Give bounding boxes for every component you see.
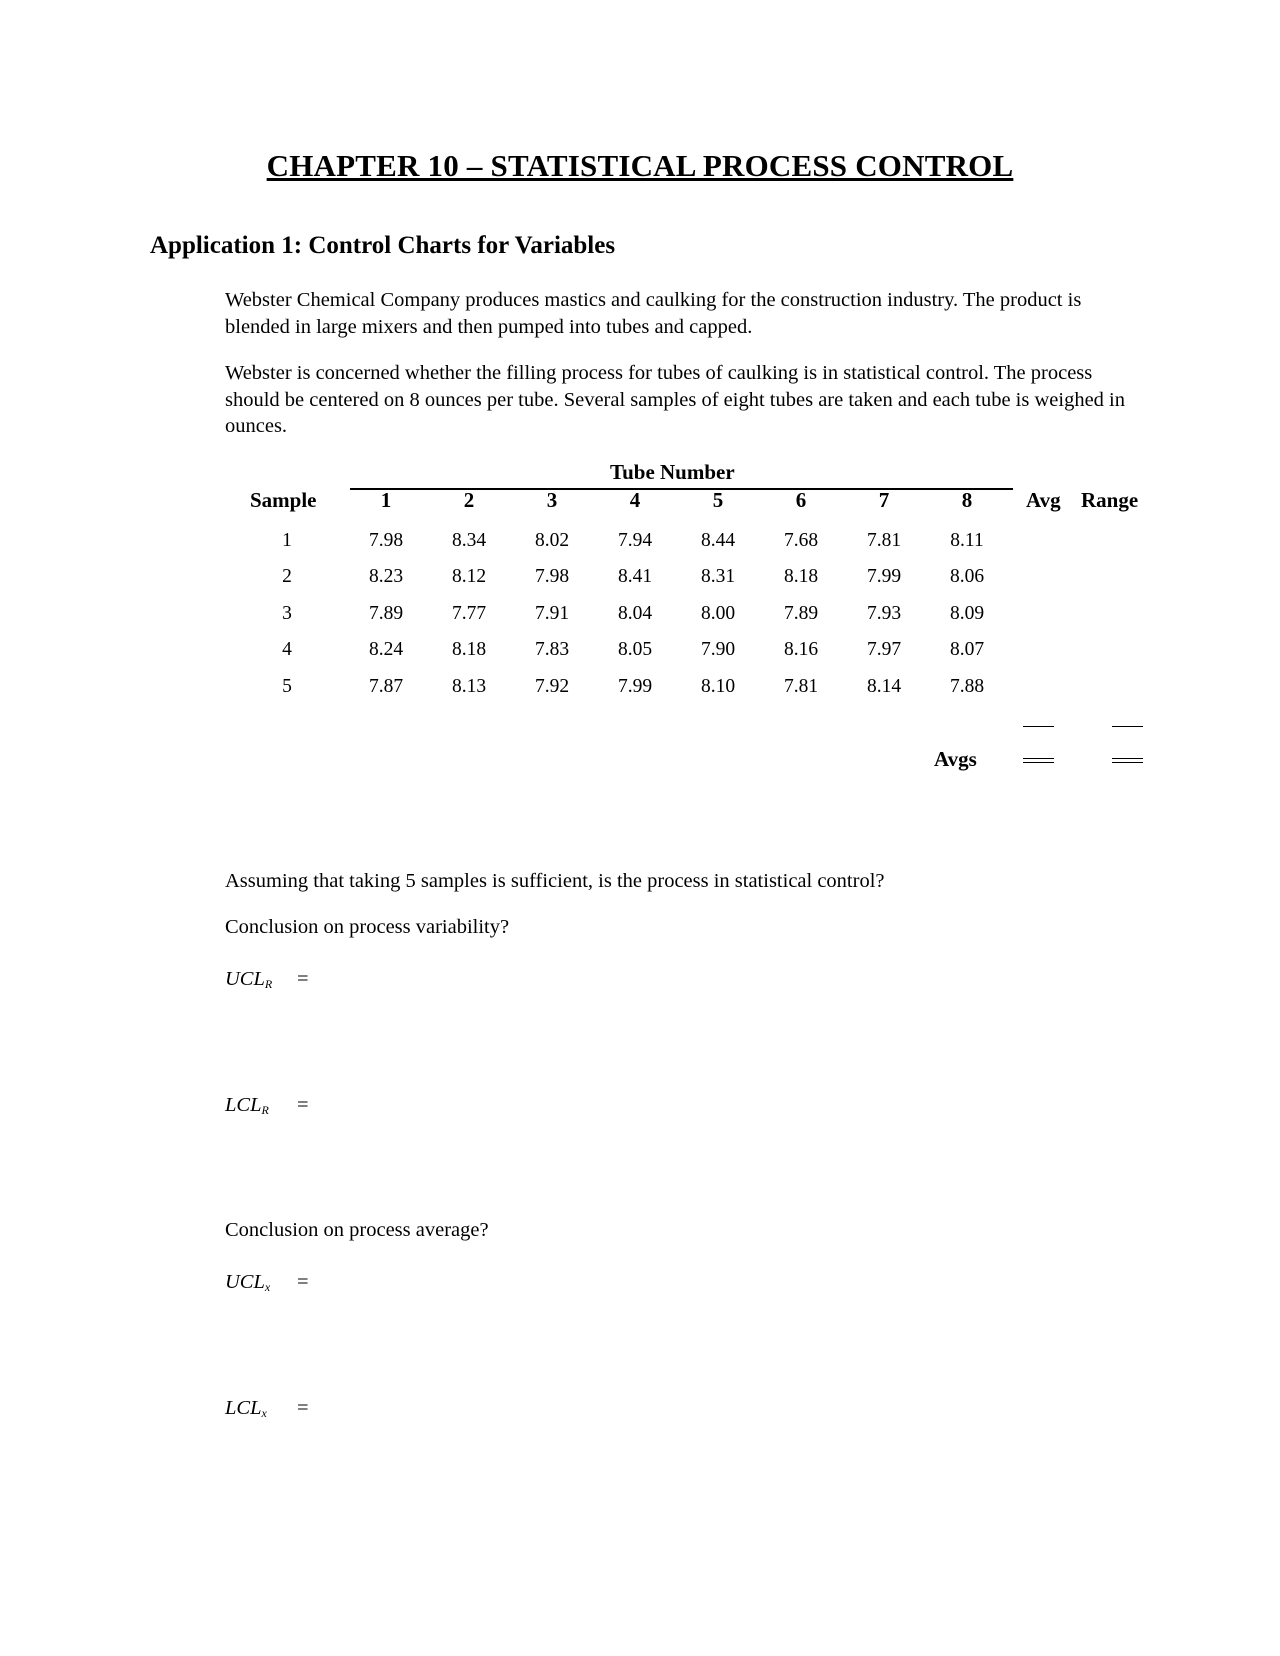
tube-header-3: 3 [546, 488, 558, 512]
weight-cell: 7.98 [368, 530, 404, 551]
weight-cell: 7.98 [534, 566, 570, 587]
tube-header-2: 2 [463, 488, 475, 512]
avg-column-header: Avg [1026, 488, 1061, 512]
sample-number-cell: 1 [282, 530, 292, 551]
tube-header-4: 4 [629, 488, 641, 512]
intro-paragraph: Webster Chemical Company produces mastics and caulking for the construction industry. The product is blended in large mixers and then pumped into tubes and capped. [225, 289, 1082, 338]
weight-cell: 8.07 [949, 639, 985, 660]
lcl-x-label: $LCL_x$ [225, 1397, 267, 1420]
weight-cell: 8.18 [783, 566, 819, 587]
weight-cell: 7.94 [617, 530, 653, 551]
weight-cell: 8.11 [950, 530, 984, 551]
sample-number-cell: 3 [282, 603, 292, 624]
weight-cell: 8.18 [451, 639, 487, 660]
tube-header-6: 6 [795, 488, 807, 512]
weight-cell: 8.13 [451, 676, 487, 697]
weight-cell: 7.88 [949, 676, 985, 697]
weight-cell: 7.92 [534, 676, 570, 697]
weight-cell: 8.09 [949, 603, 985, 624]
weight-cell: 7.89 [783, 603, 819, 624]
lcl-r-label: $LCL_R$ [225, 1094, 269, 1117]
range-column-header: Range [1081, 488, 1139, 512]
ucl-r-label: $UCL_R$ [225, 968, 273, 991]
weight-cell: 8.14 [866, 676, 902, 697]
weight-cell: 8.16 [783, 639, 819, 660]
concern-paragraph: Webster is concerned whether the filling process for tubes of caulking is in statistical control. The process should be centered on 8 ounces per tube. Several samples of eight tubes are taken and each tube is weighed in ounces. [225, 362, 1125, 437]
weight-cell: 8.05 [617, 639, 653, 660]
weight-cell: 7.99 [617, 676, 653, 697]
weight-cell: 7.91 [534, 603, 570, 624]
sample-number-cell: 2 [282, 566, 292, 587]
sample-number-cell: 4 [282, 639, 292, 660]
tube-header-1: 1 [380, 488, 392, 512]
avgs-label: Avgs [934, 747, 977, 771]
weight-cell: 7.68 [783, 530, 819, 551]
weight-cell: 8.04 [617, 603, 653, 624]
weight-cell: 8.12 [451, 566, 487, 587]
sample-column-header: Sample [250, 488, 317, 512]
grand-avg-double-bar-mark [1023, 758, 1054, 763]
weight-cell: 7.97 [866, 639, 902, 660]
ucl-x-equals: = [297, 1271, 309, 1293]
lcl-r-equals: = [297, 1094, 309, 1116]
average-question: Conclusion on process average? [225, 1219, 489, 1241]
weight-cell: 8.00 [700, 603, 736, 624]
weight-cell: 7.89 [368, 603, 404, 624]
weight-cell: 8.41 [617, 566, 653, 587]
ucl-x-label: $UCL_x$ [225, 1271, 271, 1294]
chapter-title: CHAPTER 10 – STATISTICAL PROCESS CONTROL [266, 148, 1014, 183]
weight-cell: 7.99 [866, 566, 902, 587]
tube-header-8: 8 [961, 488, 973, 512]
sample-number-cell: 5 [282, 676, 292, 697]
statistical-control-question: Assuming that taking 5 samples is sufficient, is the process in statistical control? [225, 870, 885, 892]
weight-cell: 7.81 [783, 676, 819, 697]
avg-bar-mark [1023, 726, 1054, 727]
weight-cell: 8.23 [368, 566, 404, 587]
weight-cell: 8.24 [368, 639, 404, 660]
tube-header-7: 7 [878, 488, 890, 512]
avg-range-double-bar-mark [1112, 758, 1143, 763]
weight-cell: 8.10 [700, 676, 736, 697]
tube-header-5: 5 [712, 488, 724, 512]
weight-cell: 7.81 [866, 530, 902, 551]
weight-cell: 7.90 [700, 639, 736, 660]
weight-cell: 8.31 [700, 566, 736, 587]
application-heading: Application 1: Control Charts for Variables [150, 232, 616, 259]
weight-cell: 7.77 [451, 603, 487, 624]
tube-number-header: Tube Number [610, 460, 735, 484]
weight-cell: 7.87 [368, 676, 404, 697]
range-bar-mark [1112, 726, 1143, 727]
weight-cell: 8.44 [700, 530, 736, 551]
lcl-x-equals: = [297, 1397, 309, 1419]
ucl-r-equals: = [297, 968, 309, 990]
weight-cell: 8.06 [949, 566, 985, 587]
weight-cell: 8.34 [451, 530, 487, 551]
weight-cell: 7.93 [866, 603, 902, 624]
variability-question: Conclusion on process variability? [225, 916, 510, 938]
weight-cell: 8.02 [534, 530, 570, 551]
weight-cell: 7.83 [534, 639, 570, 660]
